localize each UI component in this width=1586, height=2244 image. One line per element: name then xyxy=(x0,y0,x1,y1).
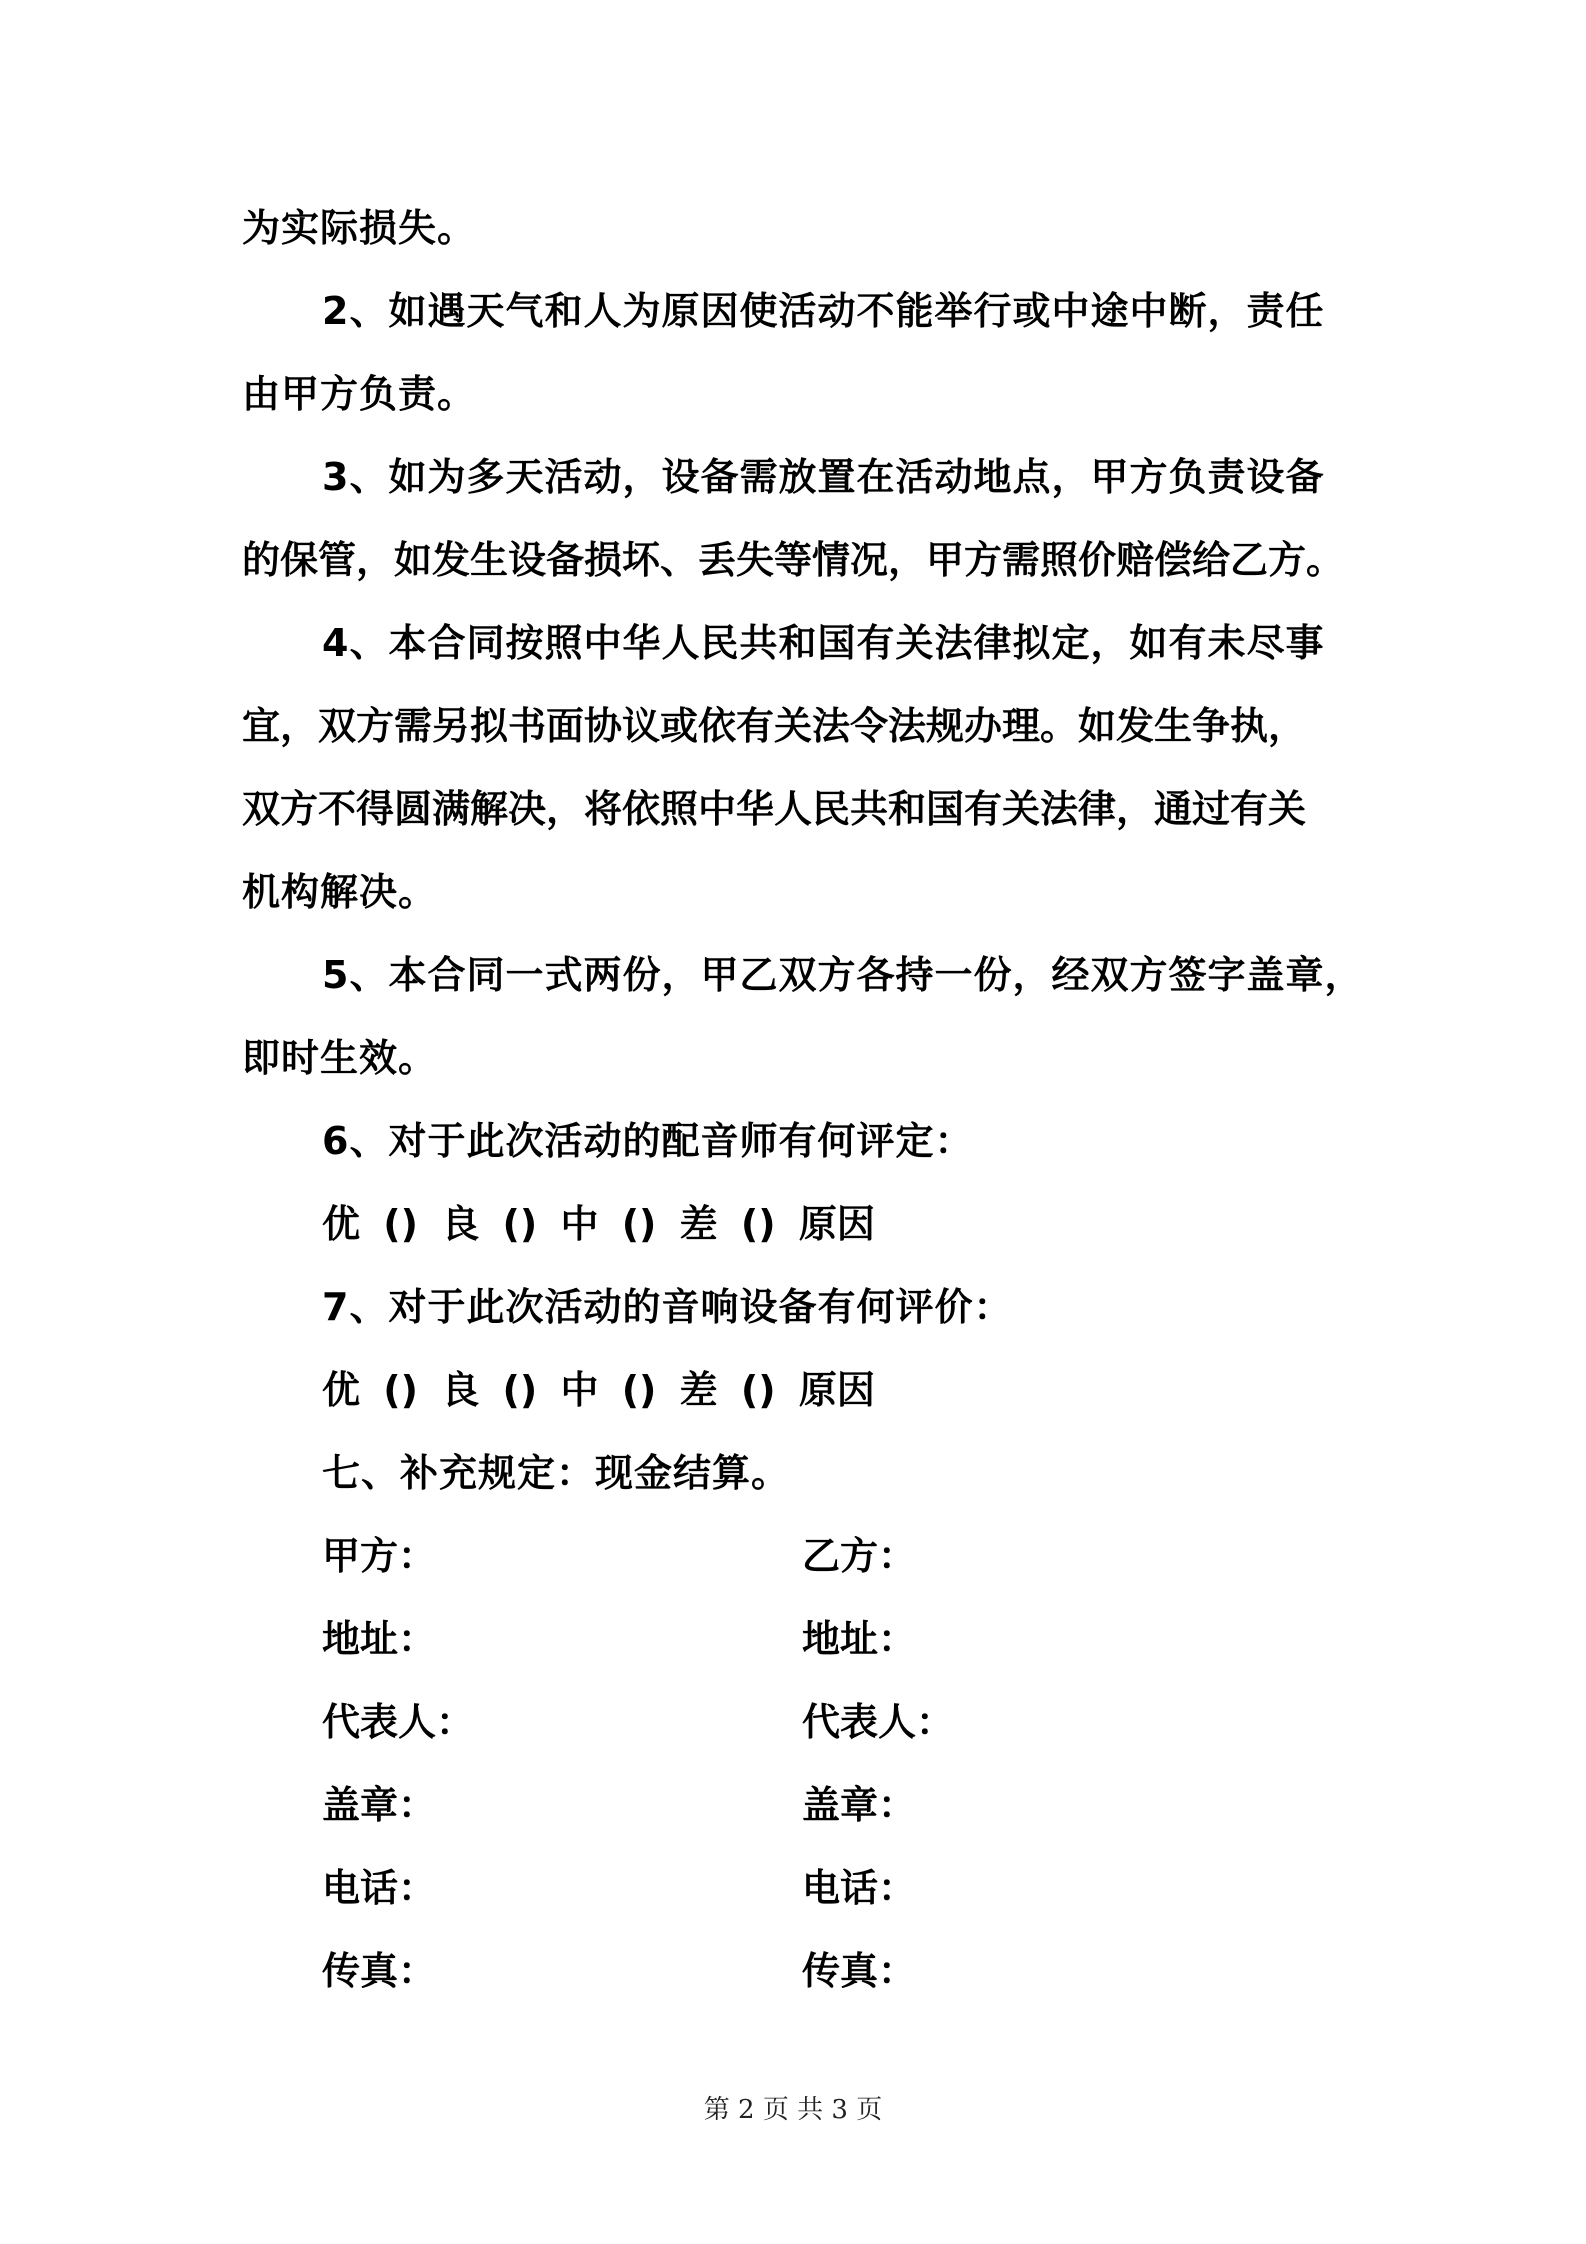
rating-poor: 差 xyxy=(679,1202,718,1246)
rating-row-voice-actor xyxy=(322,1199,875,1249)
rating-reason: 原因 xyxy=(798,1202,875,1246)
party-a-phone-label: 电话： xyxy=(322,1866,437,1910)
rating-blank: () xyxy=(740,1368,776,1412)
clause-5-line-1: 5、本合同一式两份，甲乙双方各持一份，经双方签字盖章， xyxy=(322,953,1364,997)
rating-excellent: 优 xyxy=(322,1368,361,1412)
rating-poor: 差 xyxy=(679,1368,718,1412)
rating-good: 良 xyxy=(441,1202,480,1246)
party-b-seal-label: 盖章： xyxy=(802,1783,917,1827)
party-b-address-label: 地址： xyxy=(802,1617,917,1661)
rating-medium: 中 xyxy=(560,1368,599,1412)
rating-blank: () xyxy=(383,1202,418,1246)
rating-blank: () xyxy=(740,1202,776,1246)
paragraph-line: 为实际损失。 xyxy=(242,206,477,250)
rating-medium: 中 xyxy=(560,1202,599,1246)
party-b-label: 乙方： xyxy=(802,1534,917,1578)
rating-reason: 原因 xyxy=(798,1368,875,1412)
party-a-address-label: 地址： xyxy=(322,1617,437,1661)
clause-5-line-2: 即时生效。 xyxy=(242,1036,438,1080)
party-a-representative-label: 代表人： xyxy=(322,1700,475,1744)
party-b-phone-label: 电话： xyxy=(802,1866,917,1910)
clause-4-line-2: 宜，双方需另拟书面协议或依有关法令法规办理。如发生争执， xyxy=(242,704,1307,748)
rating-blank: () xyxy=(621,1368,657,1412)
rating-blank: () xyxy=(502,1202,538,1246)
page-footer: 第 2 页 共 3 页 xyxy=(703,2095,883,2125)
party-a-label: 甲方： xyxy=(322,1534,437,1578)
rating-excellent: 优 xyxy=(322,1202,361,1246)
party-b-representative-label: 代表人： xyxy=(802,1700,955,1744)
clause-6-line: 6、对于此次活动的配音师有何评定： xyxy=(322,1119,974,1163)
clause-3-line-2: 的保管，如发生设备损坏、丢失等情况，甲方需照价赔偿给乙方。 xyxy=(242,538,1345,582)
rating-row-audio-equipment xyxy=(322,1365,875,1415)
party-a-fax-label: 传真： xyxy=(322,1949,437,1993)
clause-2-line-1: 2、如遇天气和人为原因使活动不能举行或中途中断，责任 xyxy=(322,289,1325,333)
supplementary-clause: 七、补充规定：现金结算。 xyxy=(322,1451,791,1495)
clause-4-line-3: 双方不得圆满解决，将依照中华人民共和国有关法律，通过有关 xyxy=(242,787,1307,831)
clause-3-line-1: 3、如为多天活动，设备需放置在活动地点，甲方负责设备 xyxy=(322,455,1325,499)
rating-blank: () xyxy=(502,1368,538,1412)
party-a-seal-label: 盖章： xyxy=(322,1783,437,1827)
rating-good: 良 xyxy=(441,1368,480,1412)
clause-7-line: 7、对于此次活动的音响设备有何评价： xyxy=(322,1285,1013,1329)
clause-4-line-1: 4、本合同按照中华人民共和国有关法律拟定，如有未尽事 xyxy=(322,621,1325,665)
rating-blank: () xyxy=(621,1202,657,1246)
clause-2-line-2: 由甲方负责。 xyxy=(242,372,477,416)
party-b-fax-label: 传真： xyxy=(802,1949,917,1993)
rating-blank: () xyxy=(383,1368,418,1412)
clause-4-line-4: 机构解决。 xyxy=(242,870,438,914)
